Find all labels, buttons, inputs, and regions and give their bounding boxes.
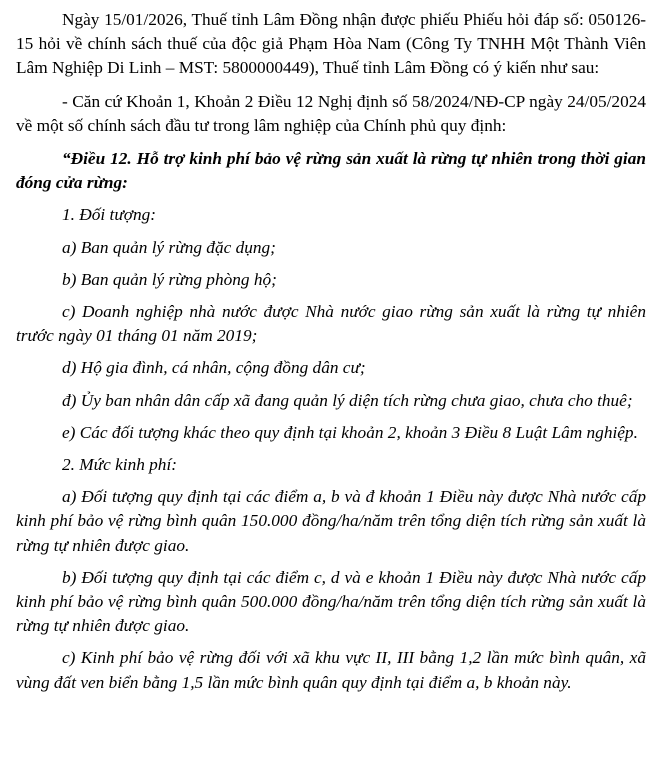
document-body (16, 8, 646, 703)
legal-basis-paragraph: - Căn cứ Khoản 1, Khoản 2 Điều 12 Nghị định số 58/2024/NĐ-CP ngày 24/05/2024 về một số chính sách đầu tư trong lâm nghiệp của Chính phủ quy định: (16, 91, 646, 135)
intro-paragraph: Ngày 15/01/2026, Thuế tỉnh Lâm Đồng nhận được phiếu Phiếu hỏi đáp số: 050126-15 hỏi về chính sách thuế của độc giả Phạm Hòa Nam (Công Ty TNHH Một Thành Viên Lâm Nghiệp Di Linh – MST: 5800000449), Thuế tỉnh Lâm Đồng có ý kiến như sau: (16, 10, 646, 78)
article-title: “Điều 12. Hỗ trợ kinh phí bảo vệ rừng sản xuất là rừng tự nhiên trong thời gian đóng cửa rừng: (16, 149, 646, 193)
section-heading-funding: 2. Mức kinh phí: (62, 455, 178, 475)
list-item: đ) Ủy ban nhân dân cấp xã đang quản lý diện tích rừng chưa giao, chưa cho thuê; (62, 390, 633, 410)
list-item: d) Hộ gia đình, cá nhân, cộng đồng dân cư; (62, 358, 366, 378)
list-item: e) Các đối tượng khác theo quy định tại khoản 2, khoản 3 Điều 8 Luật Lâm nghiệp. (62, 422, 638, 442)
list-item: c) Doanh nghiệp nhà nước được Nhà nước giao rừng sản xuất là rừng tự nhiên trước ngày 01 tháng 01 năm 2019; (16, 302, 646, 346)
list-item: a) Đối tượng quy định tại các điểm a, b và đ khoản 1 Điều này được Nhà nước cấp kinh phí bảo vệ rừng bình quân 150.000 đồng/ha/năm trên tổng diện tích rừng sản xuất là rừng tự nhiên được giao. (16, 487, 646, 555)
section-heading-subjects: 1. Đối tượng: (62, 205, 157, 225)
list-item: b) Ban quản lý rừng phòng hộ; (62, 269, 277, 289)
list-item: a) Ban quản lý rừng đặc dụng; (62, 237, 276, 257)
list-item: b) Đối tượng quy định tại các điểm c, d và e khoản 1 Điều này được Nhà nước cấp kinh phí bảo vệ rừng bình quân 500.000 đồng/ha/năm trên tổng diện tích rừng sản xuất là rừng tự nhiên được giao. (16, 567, 646, 636)
list-item: c) Kinh phí bảo vệ rừng đối với xã khu vực II, III bằng 1,2 lần mức bình quân, xã vùng đất ven biển bằng 1,5 lần mức bình quân quy định tại điểm a, b khoản này. (16, 648, 646, 692)
